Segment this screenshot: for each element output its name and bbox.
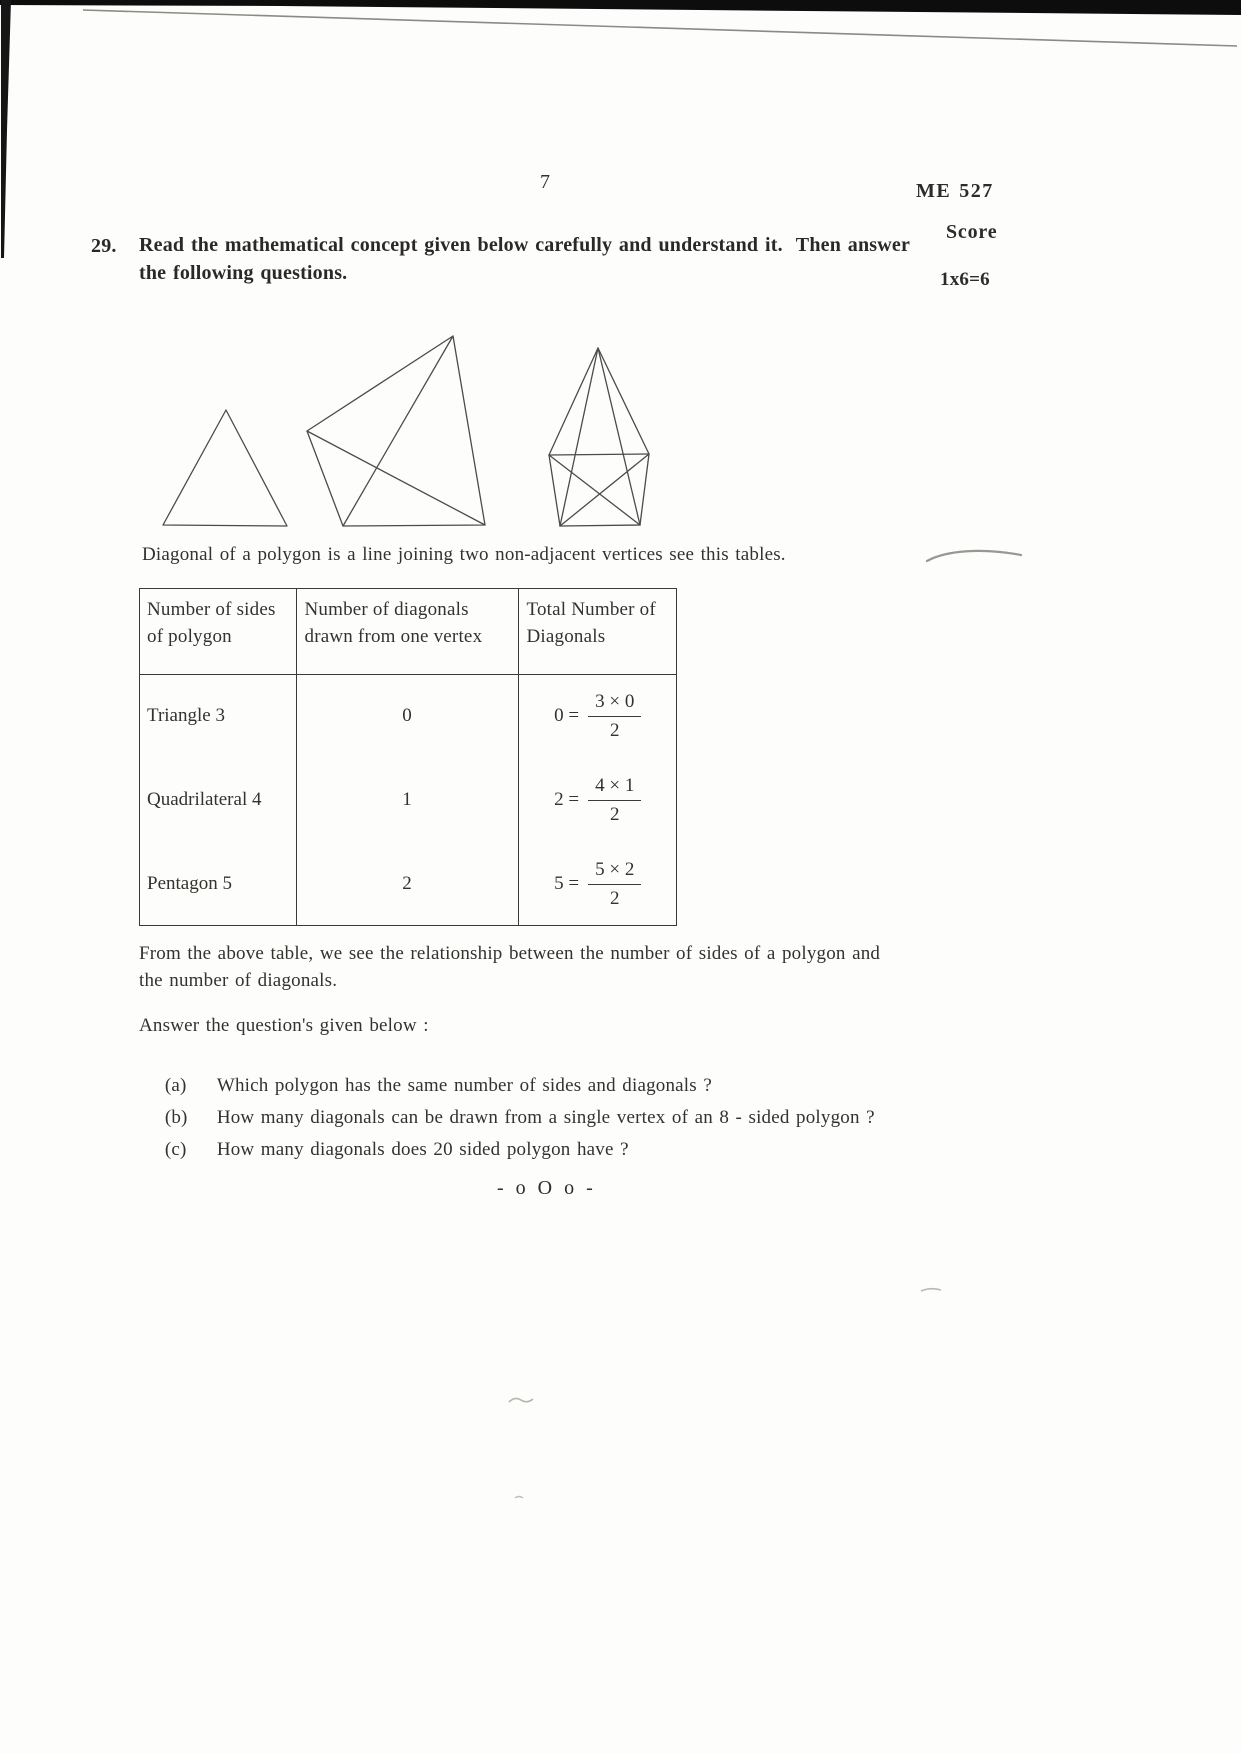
cell-diagonals-one-vertex: 1 <box>296 758 518 842</box>
question-intro-line1: Read the mathematical concept given below carefully and understand it. Then answer <box>139 234 911 256</box>
question-intro-line2: the following questions. <box>139 262 348 284</box>
cell-total-diagonals: 5 = $\frac{5 \times 2}{2}$ <box>518 842 677 926</box>
conclusion-line2: the number of diagonals. <box>139 970 338 991</box>
figure-caption: Diagonal of a polygon is a line joining two non-adjacent vertices see this tables. <box>142 544 786 565</box>
end-of-paper-mark: - o O o - <box>497 1177 594 1199</box>
col-header-sides: Number of sides of polygon <box>139 588 296 674</box>
cell-total-diagonals: 0 = $\frac{3 \times 0}{2}$ <box>518 674 677 758</box>
conclusion-line1: From the above table, we see the relationship between the number of sides of a polygon and <box>139 943 881 964</box>
cell-diagonals-one-vertex: 0 <box>296 674 518 758</box>
table-row-pentagon <box>139 842 677 926</box>
col-header-diagonals-one-vertex: Number of diagonals drawn from one vertex <box>296 588 518 674</box>
question-number: 29. <box>91 235 117 257</box>
triangle-figure <box>163 410 287 526</box>
question-label: (b) <box>164 1107 188 1128</box>
polygon-figures <box>140 323 680 538</box>
cell-polygon: Pentagon 5 <box>147 873 232 894</box>
score-label: Score <box>946 221 998 243</box>
question-text: How many diagonals does 20 sided polygon have ? <box>216 1139 629 1160</box>
scan-edge-artifact-left <box>0 0 16 262</box>
question-label: (c) <box>164 1139 187 1160</box>
scan-speck <box>920 1285 942 1295</box>
scan-speck <box>514 1494 524 1502</box>
questions-lead-in: Answer the question's given below : <box>139 1015 429 1036</box>
scan-speck <box>508 1394 534 1406</box>
cell-diagonals-one-vertex: 2 <box>296 842 518 926</box>
question-text: How many diagonals can be drawn from a single vertex of an 8 - sided polygon ? <box>216 1107 875 1128</box>
col-header-total-diagonals: Total Number of Diagonals <box>518 588 677 674</box>
diagonals-table <box>139 588 677 926</box>
pentagon-figure <box>549 348 649 526</box>
question-label: (a) <box>164 1075 187 1096</box>
cell-polygon: Quadrilateral 4 <box>147 789 262 810</box>
marks-allocation: 1x6=6 <box>940 269 990 290</box>
pen-stroke-artifact <box>925 545 1025 571</box>
question-text: Which polygon has the same number of sides and diagonals ? <box>216 1075 712 1096</box>
table-row-triangle <box>139 674 677 758</box>
paper-code: ME 527 <box>916 180 994 202</box>
table-row-quadrilateral <box>139 758 677 842</box>
cell-total-diagonals: 2 = $\frac{4 \times 1}{2}$ <box>518 758 677 842</box>
table-header-row <box>139 588 677 674</box>
scan-edge-artifact-top <box>0 0 1241 60</box>
cell-polygon: Triangle 3 <box>147 705 225 727</box>
page-number: 7 <box>540 171 551 193</box>
quadrilateral-figure <box>307 336 485 526</box>
